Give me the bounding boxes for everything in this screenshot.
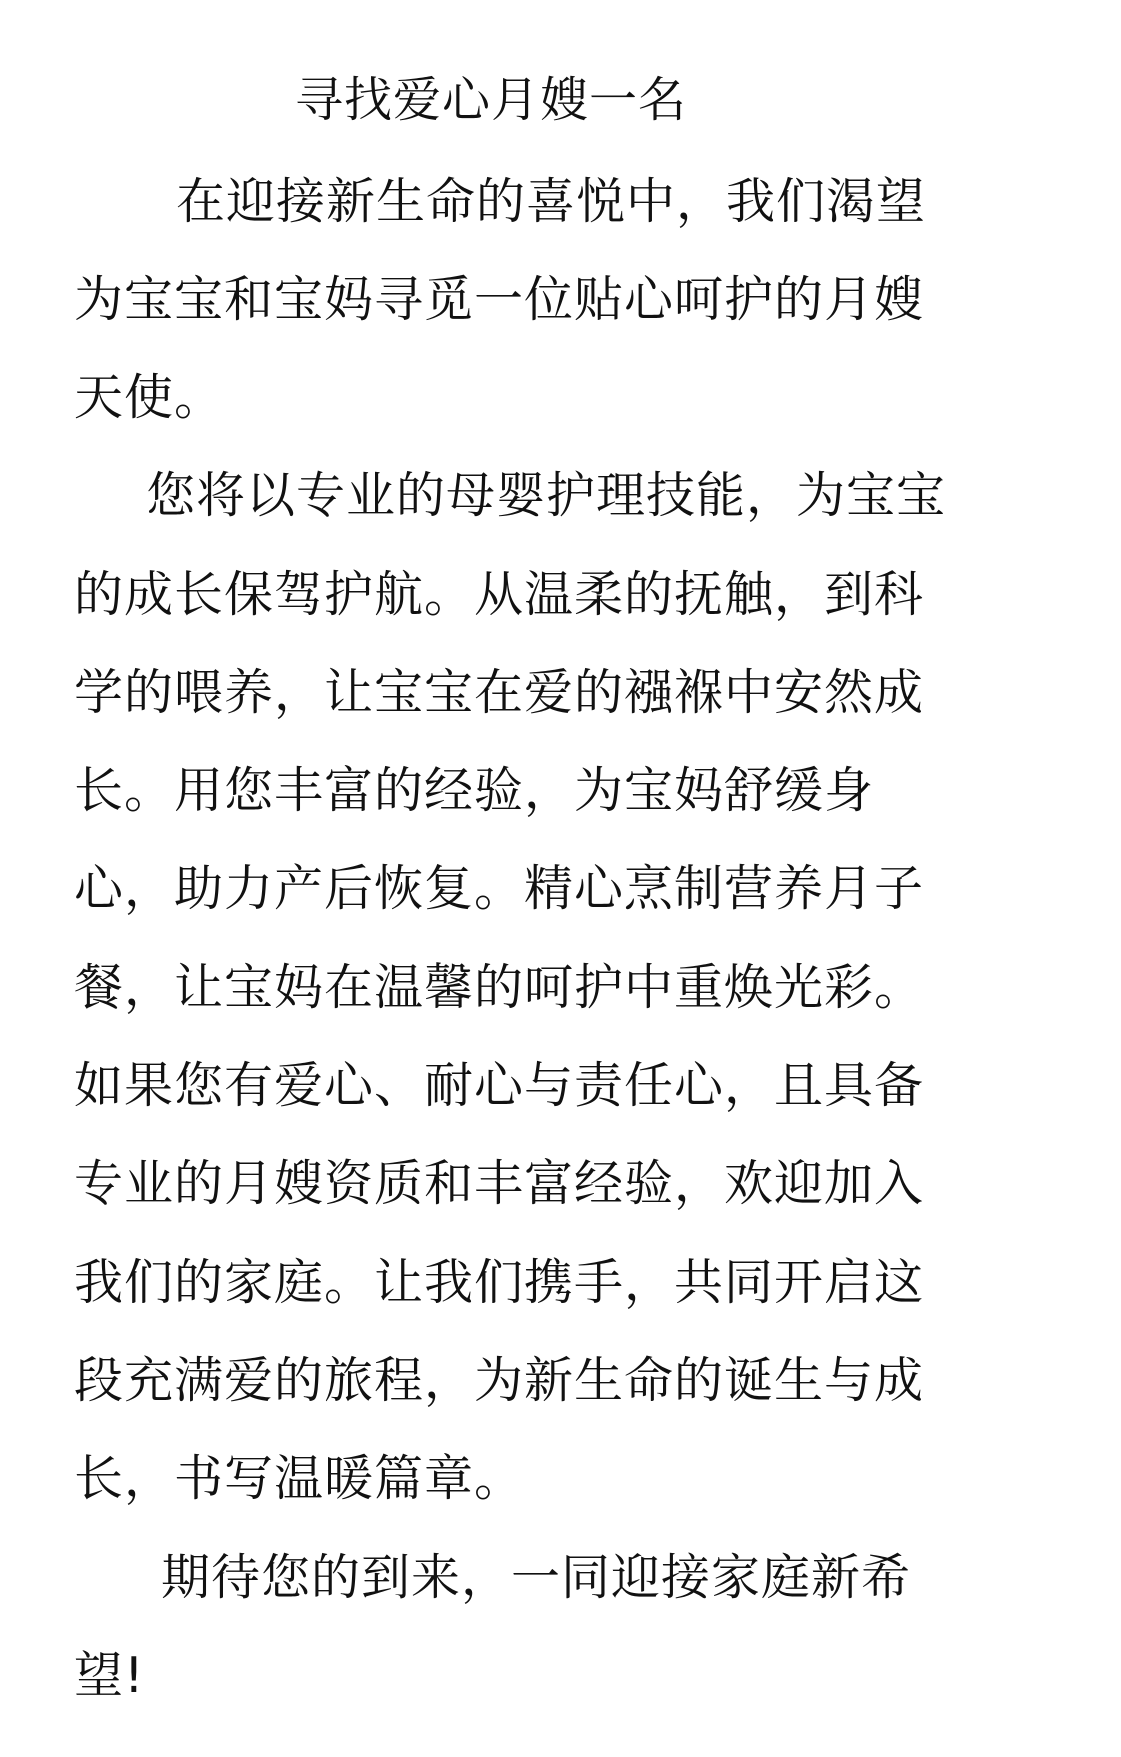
text-line: 为宝宝和宝妈寻觅一位贴心呵护的月嫂 xyxy=(74,271,925,328)
text-line: 您将以专业的母婴护理技能，为宝宝 xyxy=(146,467,947,524)
text-line: 天使。 xyxy=(74,369,225,426)
text-line: 段充满爱的旅程，为新生命的诞生与成 xyxy=(74,1352,925,1409)
text-line: 期待您的到来，一同迎接家庭新希 xyxy=(161,1549,912,1606)
text-line: 心，助力产后恢复。精心烹制营养月子 xyxy=(74,860,925,917)
text-line: 长，书写温暖篇章。 xyxy=(74,1450,525,1507)
text-line: 如果您有爱心、耐心与责任心，且具备 xyxy=(74,1057,925,1114)
text-line: 望! xyxy=(74,1647,145,1704)
text-line: 学的喂养，让宝宝在爱的襁褓中安然成 xyxy=(74,664,925,721)
text-line: 专业的月嫂资质和丰富经验，欢迎加入 xyxy=(74,1155,925,1212)
text-line: 的成长保驾护航。从温柔的抚触，到科 xyxy=(74,566,925,623)
text-line: 我们的家庭。让我们携手，共同开启这 xyxy=(74,1254,925,1311)
text-line: 在迎接新生命的喜悦中，我们渴望 xyxy=(176,173,927,230)
text-line: 餐，让宝妈在温馨的呵护中重焕光彩。 xyxy=(74,959,925,1016)
document-title: 寻找爱心月嫂一名 xyxy=(295,72,688,128)
text-line: 长。用您丰富的经验，为宝妈舒缓身 xyxy=(74,762,875,819)
